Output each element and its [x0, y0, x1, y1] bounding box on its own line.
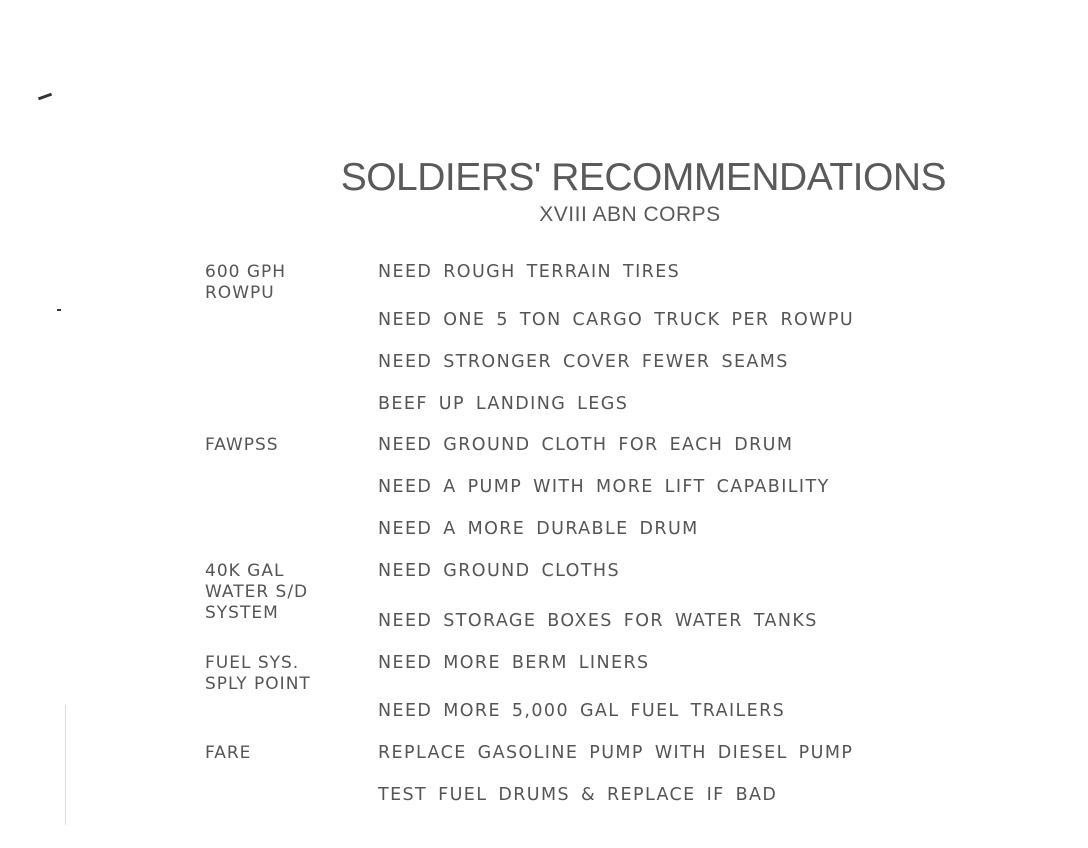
category-line: FAWPSS [205, 435, 279, 455]
category-line: FARE [205, 743, 252, 763]
category-line: WATER S/D [205, 582, 309, 602]
recommendation-item: NEED GROUND CLOTHS [378, 561, 620, 581]
category-label [205, 435, 375, 456]
category-line: 40K GAL [205, 561, 285, 581]
recommendation-item: NEED ONE 5 TON CARGO TRUCK PER ROWPU [378, 310, 855, 330]
recommendation-item: NEED A PUMP WITH MORE LIFT CAPABILITY [378, 477, 830, 497]
recommendation-item: BEEF UP LANDING LEGS [378, 394, 629, 414]
recommendation-item: TEST FUEL DRUMS & REPLACE IF BAD [378, 785, 778, 805]
document-title: SOLDIERS' RECOMMENDATIONS [340, 156, 946, 199]
recommendation-item: NEED STORAGE BOXES FOR WATER TANKS [378, 611, 818, 631]
recommendation-item: NEED GROUND CLOTH FOR EACH DRUM [378, 435, 794, 455]
recommendation-item: NEED ROUGH TERRAIN TIRES [378, 262, 681, 282]
recommendation-item: NEED MORE 5,000 GAL FUEL TRAILERS [378, 701, 786, 721]
category-line: FUEL SYS. [205, 653, 300, 673]
recommendation-item: NEED A MORE DURABLE DRUM [378, 519, 699, 539]
category-line: ROWPU [205, 283, 275, 303]
recommendation-item: NEED STRONGER COVER FEWER SEAMS [378, 352, 789, 372]
category-label [205, 561, 375, 624]
category-line: SPLY POINT [205, 674, 311, 694]
category-label [205, 262, 375, 304]
scan-mark [57, 309, 61, 311]
recommendation-item: REPLACE GASOLINE PUMP WITH DIESEL PUMP [378, 743, 854, 763]
scan-mark [65, 705, 66, 825]
category-label [205, 653, 375, 695]
scan-mark [38, 93, 52, 101]
document-subtitle: XVIII ABN CORPS [539, 203, 721, 226]
category-label [205, 743, 375, 764]
category-line: 600 GPH [205, 262, 287, 282]
category-line: SYSTEM [205, 603, 279, 623]
recommendation-item: NEED MORE BERM LINERS [378, 653, 650, 673]
